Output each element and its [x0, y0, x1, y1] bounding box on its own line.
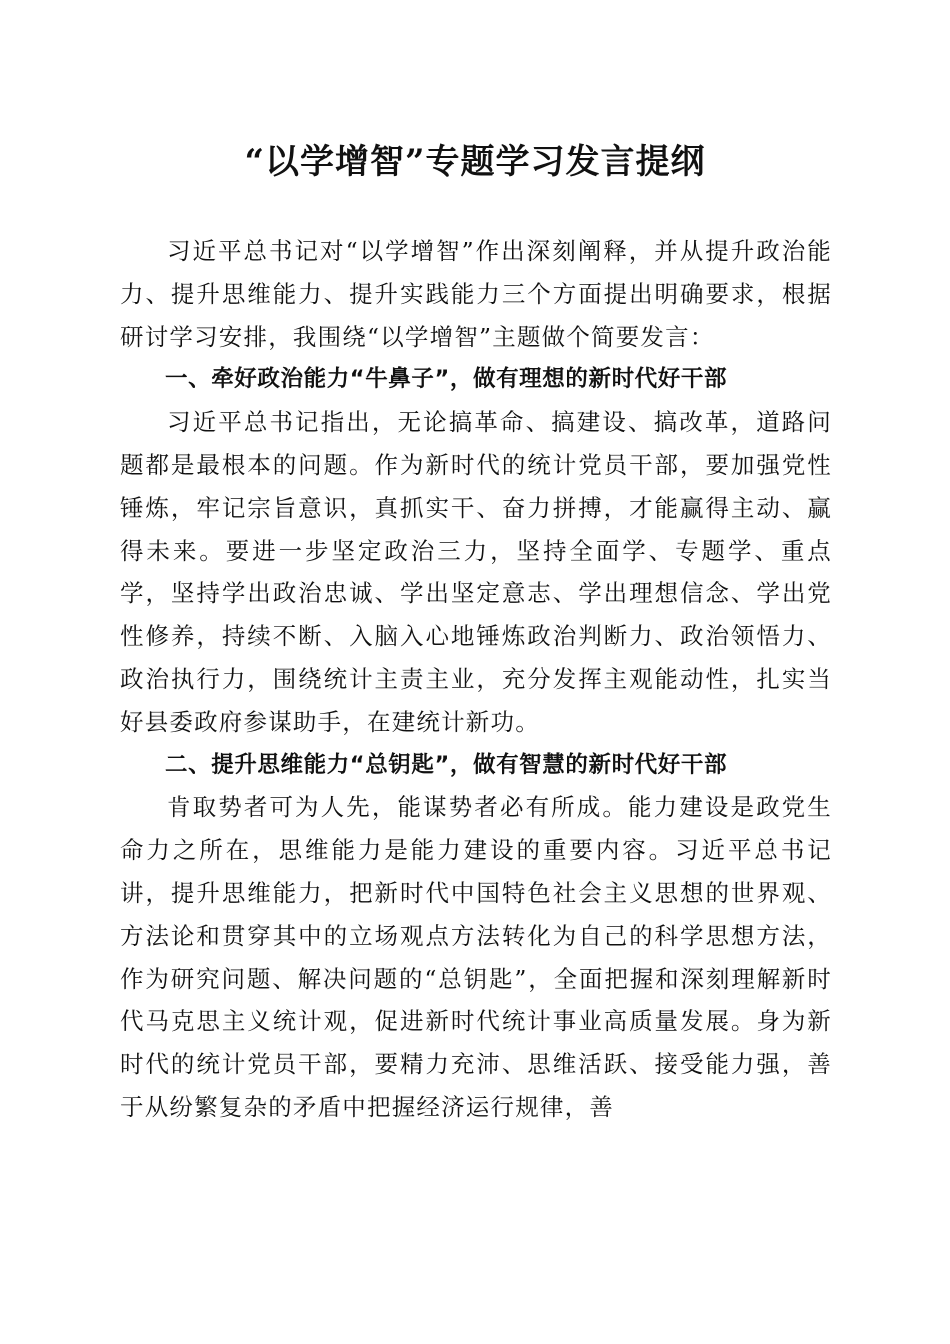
section-heading-2: 二、提升思维能力“总钥匙”，做有智慧的新时代好干部: [165, 751, 728, 778]
section-body-1: 习近平总书记指出，无论搞革命、搞建设、搞改革，道路问题都是最根本的问题。作为新时代的统计党员干部，要加强党性锤炼，牢记宗旨意识，真抓实干、奋力拼搏，才能赢得主动、赢得未来。要进一步坚定政治三力，坚持全面学、专题学、重点学，坚持学出政治忠诚、学出坚定意志、学出理想信念、学出党性修养，持续不断、入脑入心地锤炼政治判断力、政治领悟力、政治执行力，围绕统计主责主业，充分发挥主观能动性，扎实当好县委政府参谋助手，在建统计新功。: [120, 408, 832, 736]
section-body-2: 肯取势者可为人先，能谋势者必有所成。能力建设是政党生命力之所在，思维能力是能力建设的重要内容。习近平总书记讲，提升思维能力，把新时代中国特色社会主义思想的世界观、方法论和贯穿其中的立场观点方法转化为自己的科学思想方法，作为研究问题、解决问题的“总钥匙”，全面把握和深刻理解新时代马克思主义统计观，促进新时代统计事业高质量发展。身为新时代的统计党员干部，要精力充沛、思维活跃、接受能力强，善于从纷繁复杂的矛盾中把握经济运行规律，善: [120, 793, 832, 1121]
intro-paragraph: 习近平总书记对“以学增智”作出深刻阐释，并从提升政治能力、提升思维能力、提升实践能力三个方面提出明确要求，根据研讨学习安排，我围绕“以学增智”主题做个简要发言：: [120, 237, 832, 351]
section-heading-1: 一、牵好政治能力“牛鼻子”，做有理想的新时代好干部: [165, 366, 728, 393]
document-title: “以学增智”专题学习发言提纲: [244, 142, 706, 182]
document-body: [120, 230, 832, 1129]
